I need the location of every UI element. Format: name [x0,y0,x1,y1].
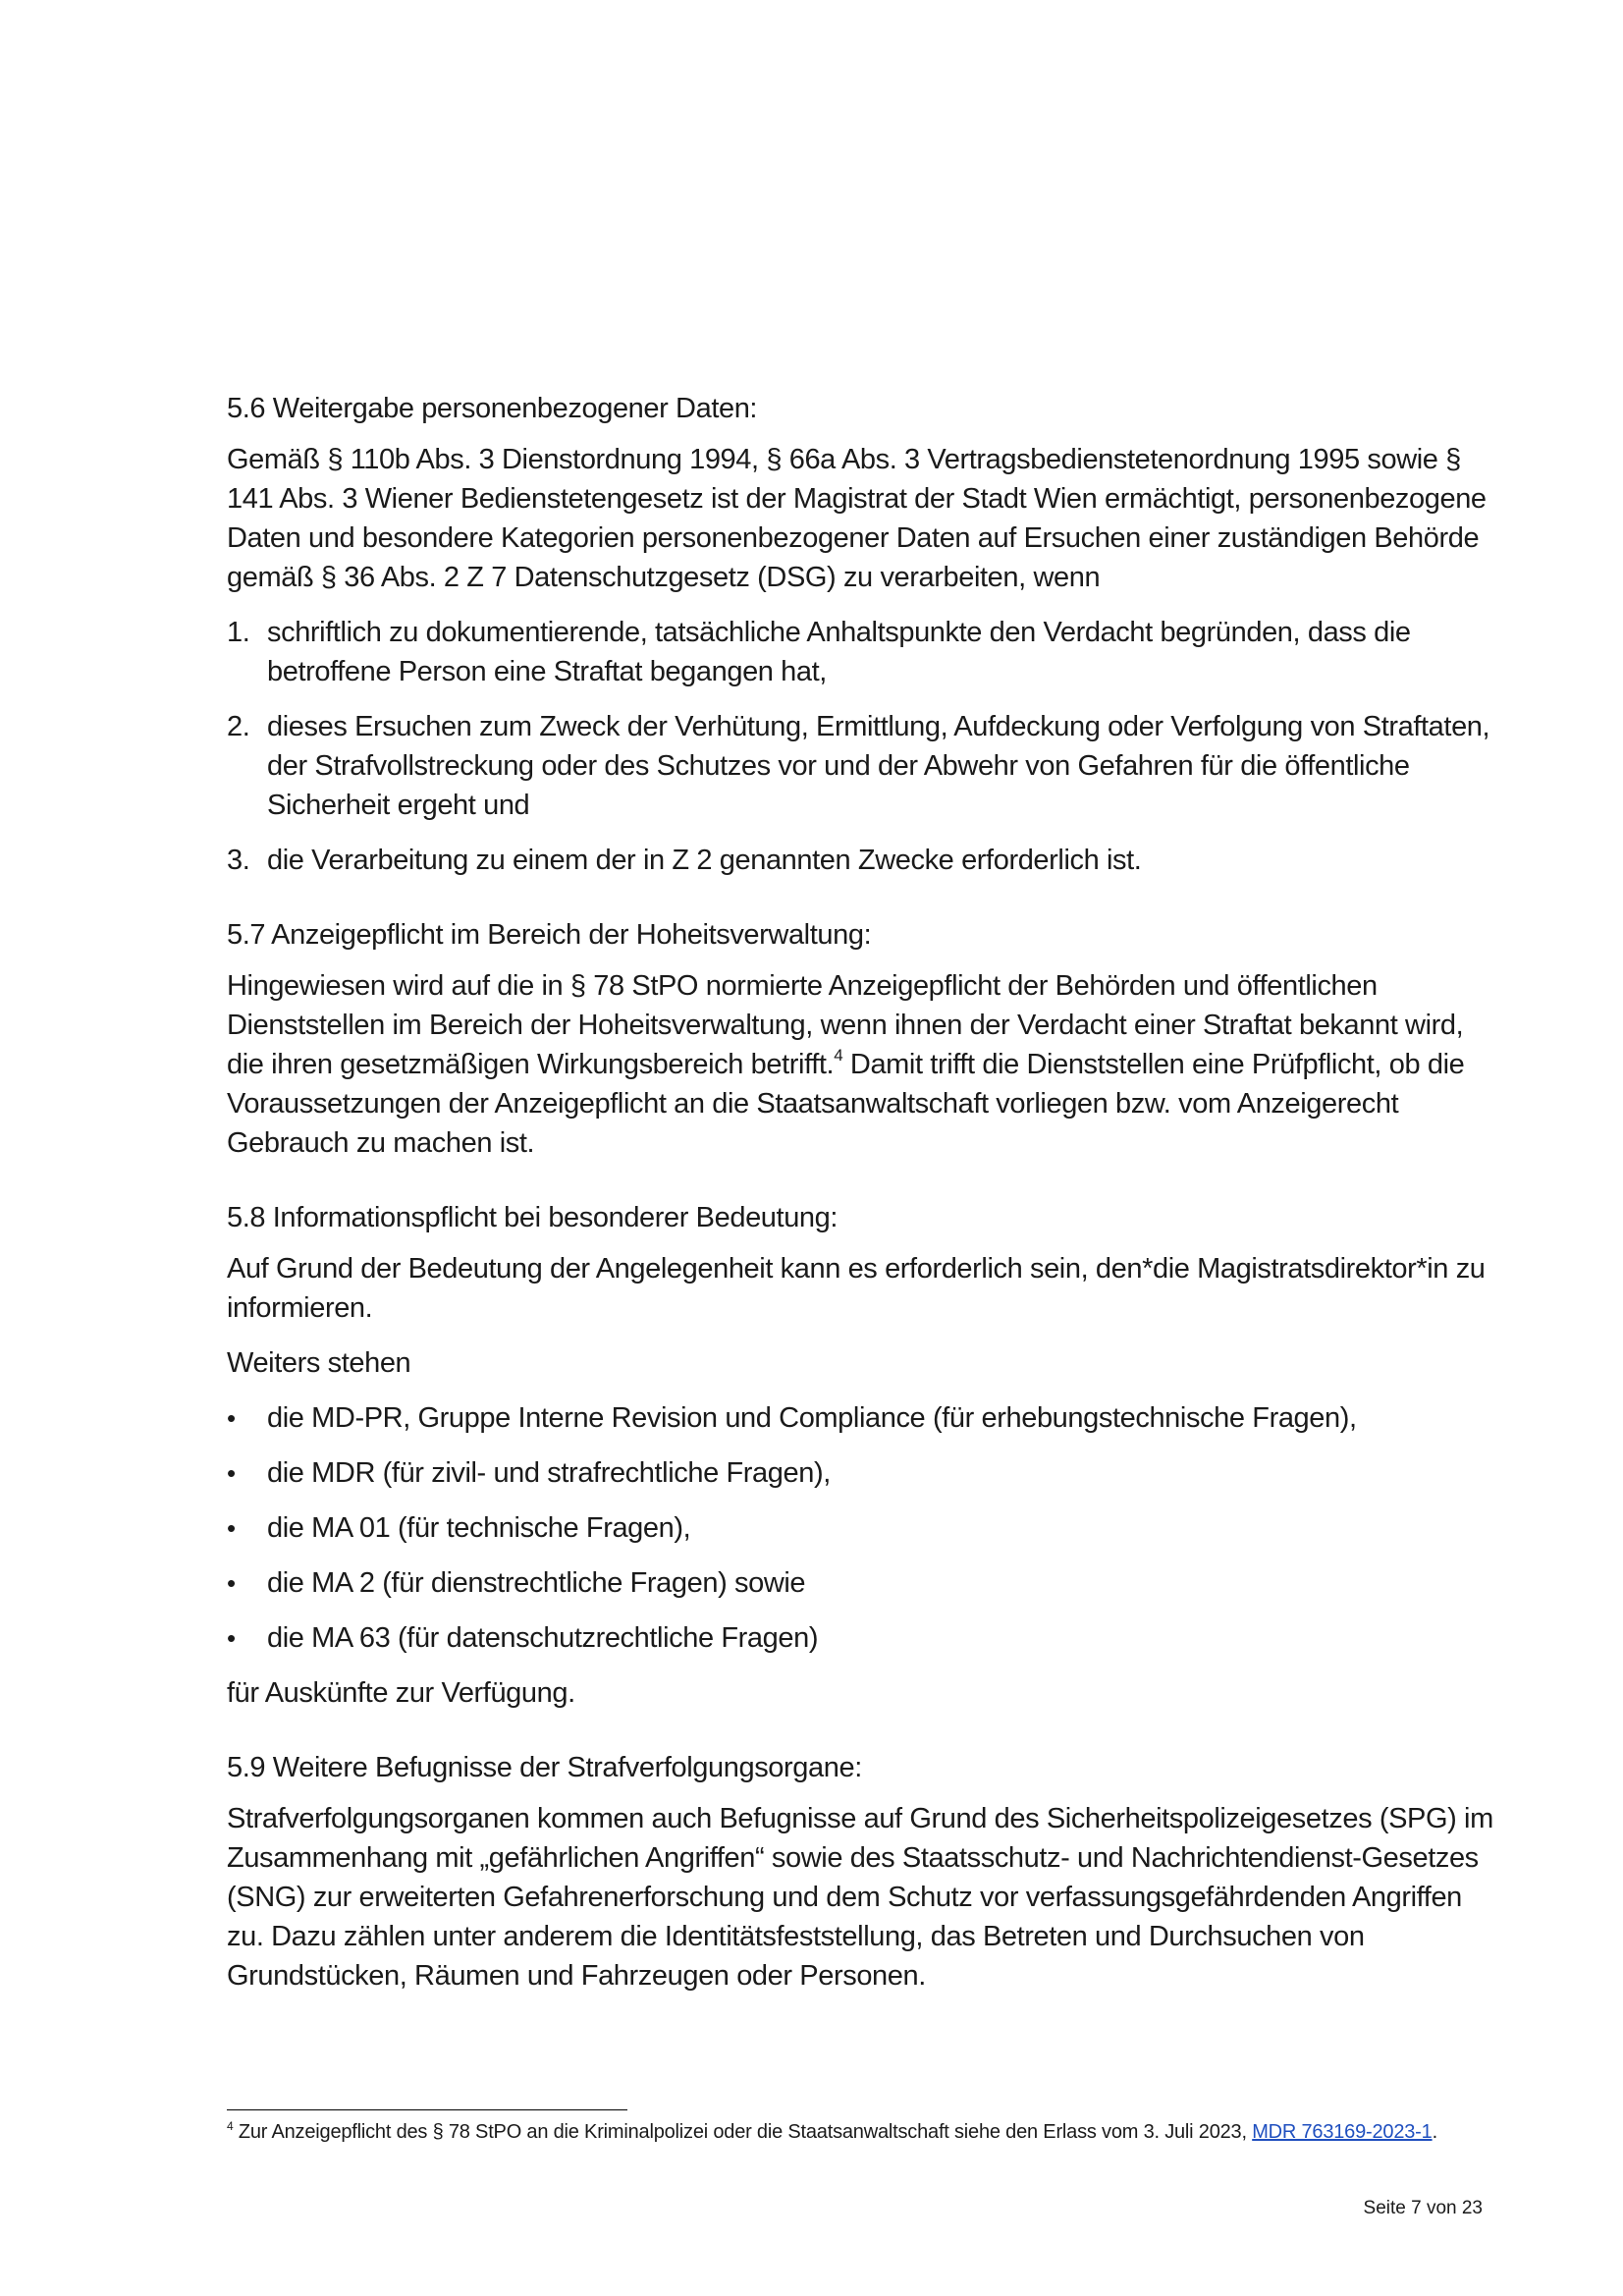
bullet-icon: • [227,1403,236,1433]
section-paragraph [227,966,1493,1163]
section-5-8 [227,1198,1493,1713]
list-item [227,1618,1493,1658]
footnote [227,2119,1493,2145]
list-item-text: die MA 2 (für dienstrechtliche Fragen) sowie [267,1567,806,1599]
list-item [227,1398,1493,1438]
section-heading: 5.9 Weitere Befugnisse der Strafverfolgungsorgane: [227,1752,862,1783]
section-paragraph: Auf Grund der Bedeutung der Angelegenheit kann es erforderlich sein, den*die Magistratsdirektor*in zu informieren. [227,1253,1486,1324]
list-item-text: die MD-PR, Gruppe Interne Revision und Compliance (für erhebungstechnische Fragen), [267,1402,1357,1434]
bullet-icon: • [227,1568,236,1598]
list-number: 2. [227,711,250,742]
bullet-icon: • [227,1513,236,1543]
list-item-text: die MDR (für zivil- und strafrechtliche Fragen), [267,1457,831,1489]
paragraph-text: Hingewiesen wird auf die in § 78 StPO normierte Anzeigepflicht der Behörden und öffentlichen Dienststellen im Bereich der Hoheitsverwaltung, wenn ihnen der Verdacht einer Straftat bekannt wird, die ihren gesetzmäßigen Wirkungsbereich betrifft. [227,970,1464,1080]
list-item-text: dieses Ersuchen zum Zweck der Verhütung, Ermittlung, Aufdeckung oder Verfolgung von Straftaten, der Strafvollstreckung oder des Schutzes vor und der Abwehr von Gefahren für die öffentliche Sicherheit ergeht und [267,711,1490,821]
section-5-7 [227,915,1493,1163]
section-paragraph: Weiters stehen [227,1347,411,1379]
list-item [227,613,1493,691]
section-5-9 [227,1748,1493,1995]
list-item [227,1563,1493,1603]
section-heading: 5.6 Weitergabe personenbezogener Daten: [227,393,758,424]
footnote-reference: 4 [834,1046,843,1065]
list-item [227,1453,1493,1493]
bullet-icon: • [227,1458,236,1488]
footnote-separator [227,2109,627,2110]
list-item-text: die MA 01 (für technische Fragen), [267,1512,691,1544]
list-item [227,841,1493,880]
footnote-end: . [1432,2121,1437,2143]
section-5-6 [227,389,1493,880]
section-heading: 5.7 Anzeigepflicht im Bereich der Hoheitsverwaltung: [227,919,872,951]
section-intro: Gemäß § 110b Abs. 3 Dienstordnung 1994, § 66a Abs. 3 Vertragsbedienstetenordnung 1995 sowie § 141 Abs. 3 Wiener Bedienstetengesetz ist der Magistrat der Stadt Wien ermächtigt, personenbezogene Daten und besondere Kategorien personenbezogener Daten auf Ersuchen einer zuständigen Behörde gemäß § 36 Abs. 2 Z 7 Datenschutzgesetz (DSG) zu verarbeiten, wenn [227,444,1487,593]
footnote-link[interactable]: MDR 763169-2023-1 [1252,2121,1433,2143]
list-item [227,1508,1493,1548]
list-item-text: schriftlich zu dokumentierende, tatsächliche Anhaltspunkte den Verdacht begründen, dass die betroffene Person eine Straftat begangen hat, [267,617,1411,687]
list-number: 3. [227,845,250,876]
footnote-number: 4 [227,2119,234,2133]
list-item-text: die Verarbeitung zu einem der in Z 2 genannten Zwecke erforderlich ist. [267,845,1142,876]
footnote-text: Zur Anzeigepflicht des § 78 StPO an die Kriminalpolizei oder die Staatsanwaltschaft siehe den Erlass vom 3. Juli 2023, [233,2121,1253,2143]
list-item [227,707,1493,825]
list-number: 1. [227,617,250,648]
section-heading: 5.8 Informationspflicht bei besonderer Bedeutung: [227,1202,839,1233]
page-number: Seite 7 von 23 [1363,2198,1483,2218]
numbered-list [227,613,1493,880]
list-item-text: die MA 63 (für datenschutzrechtliche Fragen) [267,1622,819,1654]
paragraph-text: Damit trifft die Dienststellen eine Prüfpflicht, ob die Voraussetzungen der Anzeigepflicht an die Staatsanwaltschaft vorliegen bzw. vom Anzeigerecht Gebrauch zu machen ist. [227,1049,1465,1159]
document-page [227,389,1493,2031]
bullet-list [227,1398,1493,1658]
section-paragraph: Strafverfolgungsorganen kommen auch Befugnisse auf Grund des Sicherheitspolizeigesetzes (SPG) im Zusammenhang mit „gefährlichen Angriffen“ sowie des Staatsschutz- und Nachrichtendienst-Gesetzes (SNG) zur erweiterten Gefahrenerforschung und dem Schutz vor verfassungsgefährdenden Angriffen zu. Dazu zählen unter anderem die Identitätsfeststellung, das Betreten und Durchsuchen von Grundstücken, Räumen und Fahrzeugen oder Personen. [227,1803,1493,1992]
section-closing: für Auskünfte zur Verfügung. [227,1677,575,1709]
bullet-icon: • [227,1623,236,1653]
